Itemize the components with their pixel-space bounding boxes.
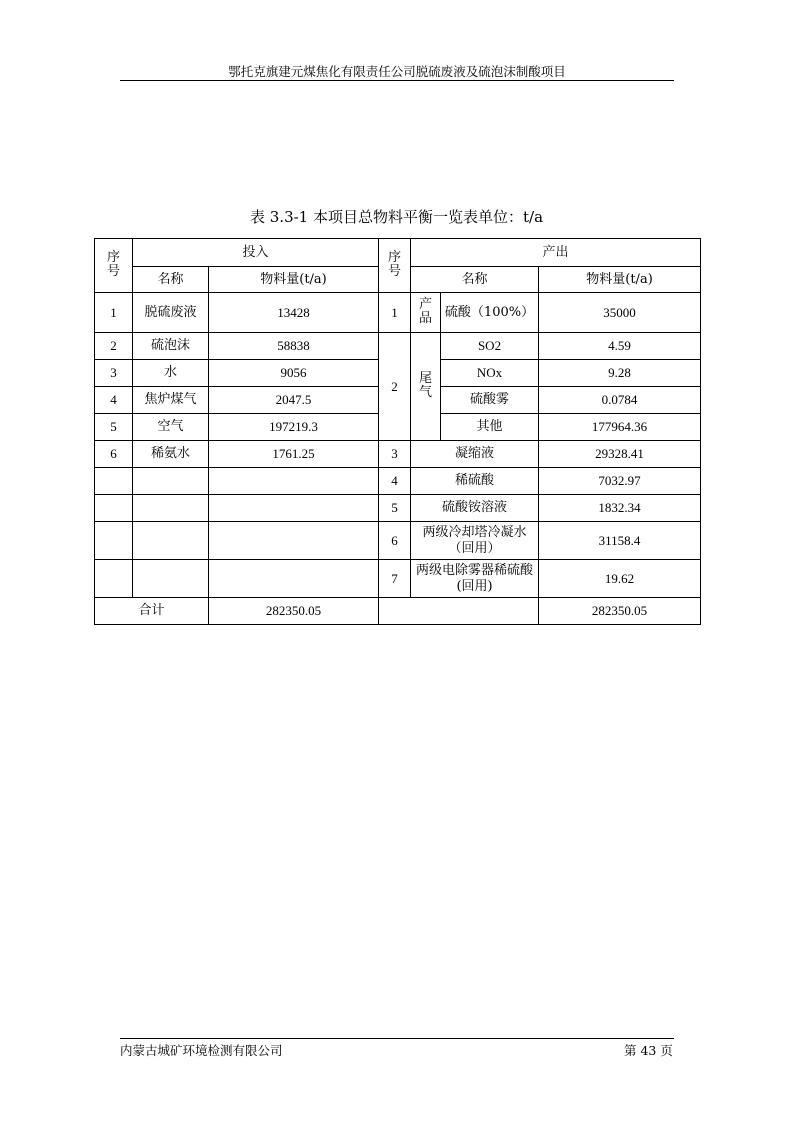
footer-company: 内蒙古城矿环境检测有限公司 <box>120 1043 283 1058</box>
table-row: 1 脱硫废液 13428 1 产品 硫酸（100%） 35000 <box>95 293 701 333</box>
header-divider <box>120 80 674 81</box>
total-output-amount: 282350.05 <box>539 598 701 625</box>
table-row: 2 硫泡沫 58838 2 尾气 SO2 4.59 <box>95 333 701 360</box>
output-amount-header: 物料量(t/a) <box>539 267 701 293</box>
page-header-title: 鄂托克旗建元煤焦化有限责任公司脱硫废液及硫泡沫制酸项目 <box>228 64 566 79</box>
table-row: 7 两级电除雾器稀硫酸(回用) 19.62 <box>95 560 701 598</box>
table-row: 6 两级冷却塔冷凝水（回用） 31158.4 <box>95 522 701 560</box>
table-row: 3 水 9056 NOx 9.28 <box>95 360 701 387</box>
table-row: 4 焦炉煤气 2047.5 硫酸雾 0.0784 <box>95 387 701 414</box>
table-row: 4 稀硫酸 7032.97 <box>95 468 701 495</box>
output-name-header: 名称 <box>411 267 539 293</box>
product-group-label: 产品 <box>411 293 441 333</box>
table-row: 6 稀氨水 1761.25 3 凝缩液 29328.41 <box>95 441 701 468</box>
input-name-header: 名称 <box>133 267 209 293</box>
total-label: 合计 <box>95 598 209 625</box>
input-amount-header: 物料量(t/a) <box>209 267 379 293</box>
table-caption: 表 3.3-1 本项目总物料平衡一览表单位：t/a <box>249 208 544 226</box>
total-input-amount: 282350.05 <box>209 598 379 625</box>
footer-divider <box>120 1038 674 1039</box>
output-seq-header: 序号 <box>379 239 411 293</box>
material-balance-table <box>94 238 701 625</box>
output-header: 产出 <box>411 239 701 267</box>
product-name: 硫酸（100%） <box>441 293 539 333</box>
input-header: 投入 <box>133 239 379 267</box>
table-row: 5 硫酸铵溶液 1832.34 <box>95 495 701 522</box>
table-row: 5 空气 197219.3 其他 177964.36 <box>95 414 701 441</box>
footer-page-number: 第 43 页 <box>624 1043 673 1058</box>
total-row <box>95 598 701 625</box>
tail-gas-no: 2 <box>379 333 411 441</box>
input-seq-header: 序号 <box>95 239 133 293</box>
tail-gas-group-label: 尾气 <box>411 333 441 441</box>
table-header-row <box>95 239 701 267</box>
